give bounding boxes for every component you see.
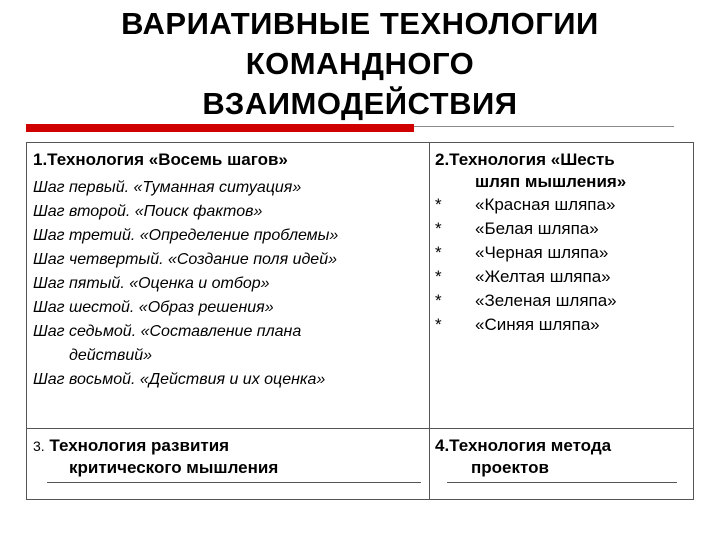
- hat-label: «Черная шляпа»: [475, 243, 609, 262]
- hat-item: [435, 217, 689, 241]
- project-method-heading: [435, 435, 689, 479]
- step-item: Шаг шестой. «Образ решения»: [33, 299, 274, 316]
- step-item-continuation: действий»: [69, 347, 153, 364]
- step-item: Шаг седьмой. «Составление плана: [33, 323, 302, 340]
- bullet-star: *: [435, 195, 442, 214]
- six-hats-heading: [435, 149, 689, 193]
- hat-label: «Красная шляпа»: [475, 195, 616, 214]
- cell-project-method: [435, 435, 689, 479]
- step-item: Шаг пятый. «Оценка и отбор»: [33, 275, 270, 292]
- step-item: Шаг восьмой. «Действия и их оценка»: [33, 371, 326, 388]
- title-divider-accent: [26, 124, 414, 132]
- hat-item: [435, 289, 689, 313]
- cell-critical-thinking: [33, 435, 425, 479]
- hat-item: [435, 265, 689, 289]
- critical-thinking-number: 3.: [33, 438, 45, 454]
- title-line-1: ВАРИАТИВНЫЕ ТЕХНОЛОГИИ: [121, 6, 599, 41]
- table-vertical-divider: [429, 143, 430, 499]
- cell-eight-steps: [33, 149, 425, 392]
- hat-item: [435, 241, 689, 265]
- project-method-line-1: 4.Технология метода: [435, 436, 612, 455]
- page-title: [40, 4, 680, 124]
- hat-label: «Зеленая шляпа»: [475, 291, 617, 310]
- eight-steps-heading: 1.Технология «Восемь шагов»: [33, 150, 288, 169]
- hat-label: «Желтая шляпа»: [475, 267, 611, 286]
- project-method-underline: [447, 482, 677, 483]
- bullet-star: *: [435, 219, 442, 238]
- critical-thinking-line-2: критического мышления: [69, 458, 279, 477]
- step-item: Шаг третий. «Определение проблемы»: [33, 227, 339, 244]
- project-method-line-2: проектов: [471, 458, 549, 477]
- critical-thinking-underline: [47, 482, 421, 483]
- cell-six-hats: [435, 149, 689, 337]
- bullet-star: *: [435, 267, 442, 286]
- step-item: Шаг второй. «Поиск фактов»: [33, 203, 263, 220]
- hat-label: «Белая шляпа»: [475, 219, 599, 238]
- critical-thinking-line-1: Технология развития: [49, 436, 230, 455]
- step-item: Шаг четвертый. «Создание поля идей»: [33, 251, 337, 268]
- bullet-star: *: [435, 291, 442, 310]
- hat-item: [435, 313, 689, 337]
- title-line-2: КОМАНДНОГО: [245, 46, 475, 81]
- six-hats-heading-line-2: шляп мышления»: [475, 172, 627, 191]
- table-horizontal-divider: [27, 428, 693, 429]
- hat-label: «Синяя шляпа»: [475, 315, 600, 334]
- hat-item: [435, 193, 689, 217]
- step-item: Шаг первый. «Туманная ситуация»: [33, 179, 302, 196]
- six-hats-heading-line-1: 2.Технология «Шесть: [435, 150, 615, 169]
- bullet-star: *: [435, 315, 442, 334]
- title-line-3: ВЗАИМОДЕЙСТВИЯ: [202, 86, 518, 121]
- bullet-star: *: [435, 243, 442, 262]
- critical-thinking-heading: [33, 435, 425, 479]
- technologies-table: [26, 142, 694, 500]
